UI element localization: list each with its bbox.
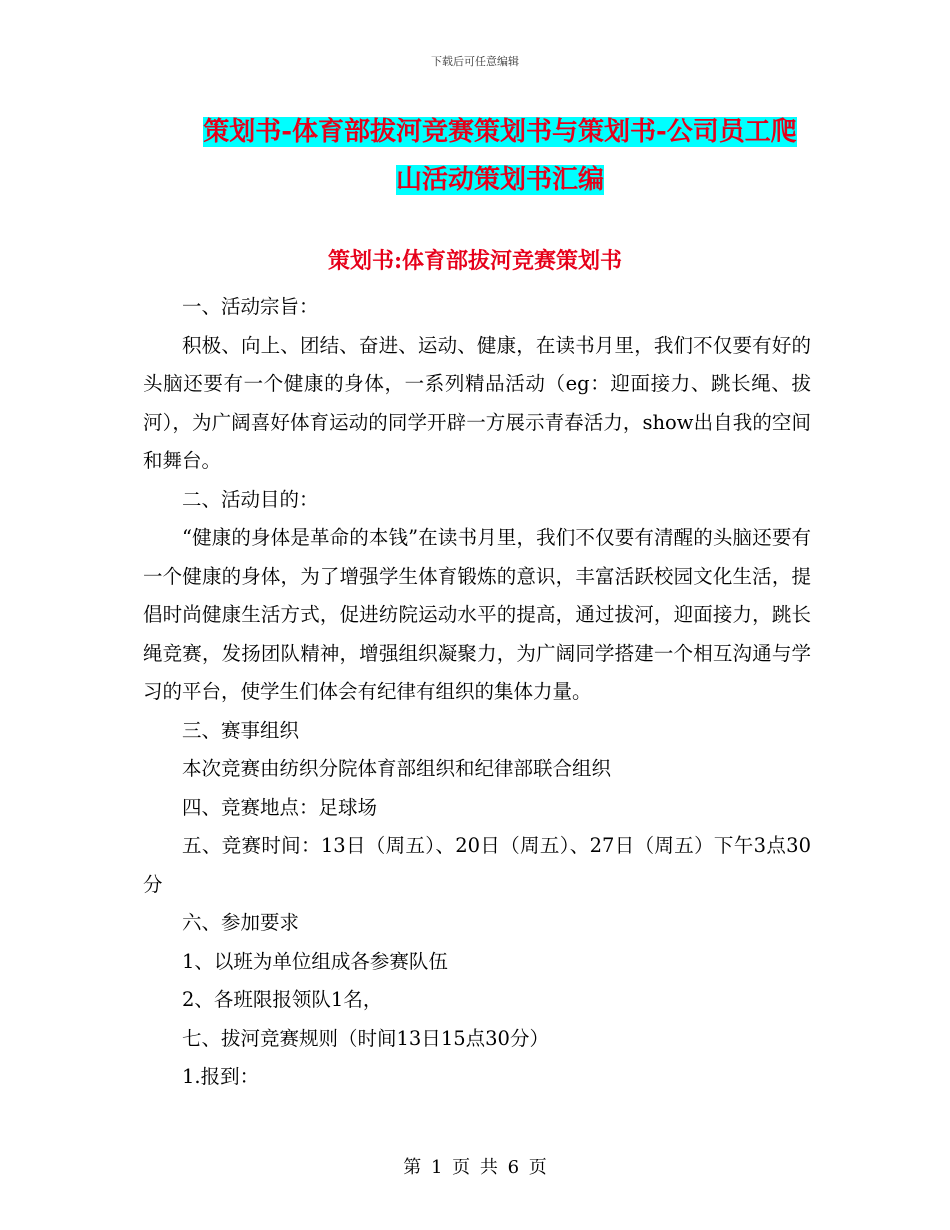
requirement-item-2: 2、各班限报领队1名，: [182, 988, 383, 1011]
paragraph-purpose: 积极、向上、团结、奋进、运动、健康，在读书月里，我们不仅要有好的头脑还要有一个健康的身体，一系列精品活动（eg：迎面接力、跳长绳、拔河），为广阔喜好体育运动的同学开辟一方展示青春活力，show出自我的空间和舞台。: [143, 333, 811, 472]
paragraph-goal: “健康的身体是革命的本钱”在读书月里，我们不仅要有清醒的头脑还要有一个健康的身体，为了增强学生体育锻炼的意识，丰富活跃校园文化生活，提倡时尚健康生活方式，促进纺院运动水平的提高，通过拔河，迎面接力，跳长绳竞赛，发扬团队精神，增强组织凝聚力，为广阔同学搭建一个相互沟通与学习的平台，使学生们体会有纪律有组织的集体力量。: [143, 526, 811, 703]
paragraph-location: 四、竞赛地点：足球场: [182, 795, 378, 819]
rule-item-1: 1.报到：: [182, 1065, 260, 1088]
heading-organization: 三、赛事组织: [182, 718, 300, 742]
heading-requirements: 六、参加要求: [182, 911, 300, 934]
paragraph-time: 五、竞赛时间：13日（周五）、20日（周五）、27日（周五）下午3点30分: [143, 834, 811, 896]
requirement-item-1: 1、以班为单位组成各参赛队伍: [182, 949, 448, 973]
document-title-line-1: 策划书-体育部拔河竞赛策划书与策划书-公司员工爬: [203, 117, 797, 147]
document-title: [130, 108, 870, 204]
header-note: 下载后可任意编辑: [431, 55, 519, 68]
heading-goal: 二、活动目的：: [182, 487, 319, 511]
heading-rules: 七、拔河竞赛规则（时间13日15点30分）: [182, 1026, 549, 1050]
page-footer: 第 1 页 共 6 页: [403, 1157, 547, 1178]
document-body: [143, 288, 811, 1097]
section-title: 策划书:体育部拔河竞赛策划书: [327, 248, 623, 274]
paragraph-organization: 本次竞赛由纺织分院体育部组织和纪律部联合组织: [182, 757, 612, 780]
heading-purpose: 一、活动宗旨：: [182, 295, 319, 318]
document-title-line-2: 山活动策划书汇编: [395, 165, 604, 195]
